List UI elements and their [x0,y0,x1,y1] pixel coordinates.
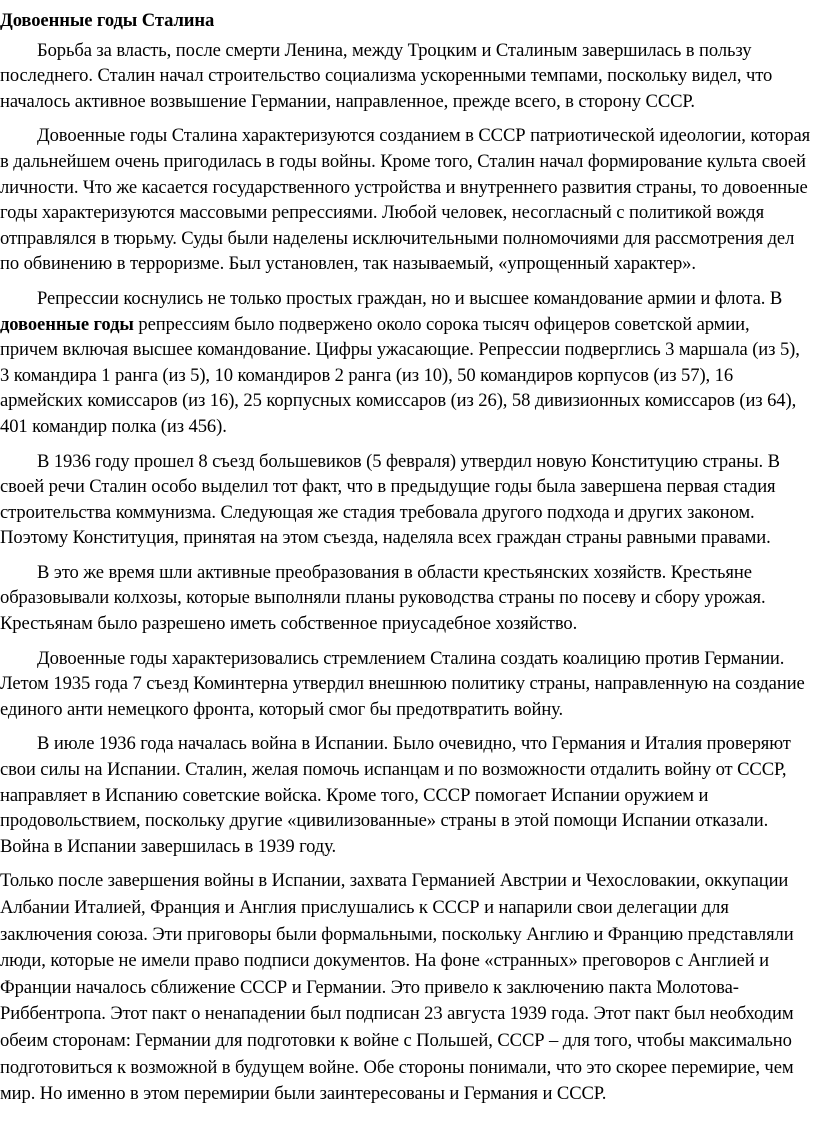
paragraph-repressions-text-start: Репрессии коснулись не только простых граждан, но и высшее командование армии и флота. В [37,287,783,309]
paragraph-power-struggle: Борьба за власть, после смерти Ленина, между Троцким и Сталиным завершилась в пользу последнего. Сталин начал строительство социализма ускоренными темпами, поскольку видел, что началось активное возвышение Германии, направленное, прежде всего, в сторону СССР. [0,39,773,112]
paragraph-collective-farms: В это же время шли активные преобразования в области крестьянских хозяйств. Крестьяне образовывали колхозы, которые выполняли планы руководства страны по посеву и сбору урожая. Крестьянам было разрешено иметь собственное приусадебное хозяйство. [0,561,766,635]
paragraph-pact: Только после завершения войны в Испании, захвата Германией Австрии и Чехословакии, оккупации Албании Италией, Франция и Англия прислушались к СССР и напарили свои делегации для заключения союза. Эти приговоры были формальными, поскольку Англию и Францию представляли люди, которые не имели право подписи документов. На фоне «странных» преговоров с Англией и Франции началось сближение СССР и Германии. Это привело к заключению пакта Молотова-Риббентропа. Этот пакт о ненападении был подписан 23 августа 1939 года. Этот пакт был необходим обеим сторонам: Германии для подготовки к войне с Польшей, СССР – для того, чтобы максимально подготовиться к возможной в будущем войне. Обе стороны понимали, что это скорее перемирие, чем мир. Но именно в этом перемирии были заинтересованы и Германия и СССР. [0,870,794,1105]
document-title: Довоенные годы Сталина [0,10,215,31]
paragraph-repressions [0,286,812,440]
bold-phrase: довоенные годы [0,313,134,335]
paragraph-ideology: Довоенные годы Сталина характеризуются созданием в СССР патриотической идеологии, которая в дальнейшем очень пригодилась в годы войны. Кроме того, Сталин начал формирование культа своей личности. Что же касается государственного устройства и внутреннего развития страны, то довоенные годы характеризуются массовыми репрессиями. Любой человек, несогласный с политикой вождя отправлялся в тюрьму. Суды были наделены исключительными полномочиями для рассмотрения дел по обвинению в терроризме. Был установлен, так называемый, «упрощенный характер». [0,125,811,275]
paragraph-constitution: В 1936 году прошел 8 съезд большевиков (5 февраля) утвердил новую Конституцию страны. В своей речи Сталин особо выделил тот факт, что в предыдущие годы была завершена первая стадия строительства коммунизма. Следующая же стадия требовала другого подхода и других законом. Поэтому Конституция, принятая на этом съезда, наделяла всех граждан страны равными правами. [0,450,780,549]
paragraph-repressions-text-end: репрессиям было подвержено около сорока тысяч офицеров советской армии, причем включая высшее командование. Цифры ужасающие. Репрессии подверглись 3 маршала (из 5), 3 командира 1 ранга (из 5), 10 командиров 2 ранга (из 10), 50 командиров корпусов (из 57), 16 армейских комиссаров (из 16), 25 корпусных комиссаров (из 26), 58 дивизионных комиссаров (из 64), 401 командир полка (из 456). [0,313,800,437]
paragraph-coalition: Довоенные годы характеризовались стремлением Сталина создать коалицию против Германии. Летом 1935 года 7 съезд Коминтерна утвердил внешнюю политику страны, направленную на создание единого анти немецкого фронта, который смог бы предотвратить войну. [0,647,805,720]
paragraph-spain-war: В июле 1936 года началась война в Испании. Было очевидно, что Германия и Италия проверяют свои силы на Испании. Сталин, желая помочь испанцам и по возможности отдалить войну от СССР, направляет в Испанию советские войска. Кроме того, СССР помогает Испании оружием и продовольствием, поскольку другие «цивилизованные» страны в этой помощи Испании отказали. Война в Испании завершилась в 1939 году. [0,733,791,857]
